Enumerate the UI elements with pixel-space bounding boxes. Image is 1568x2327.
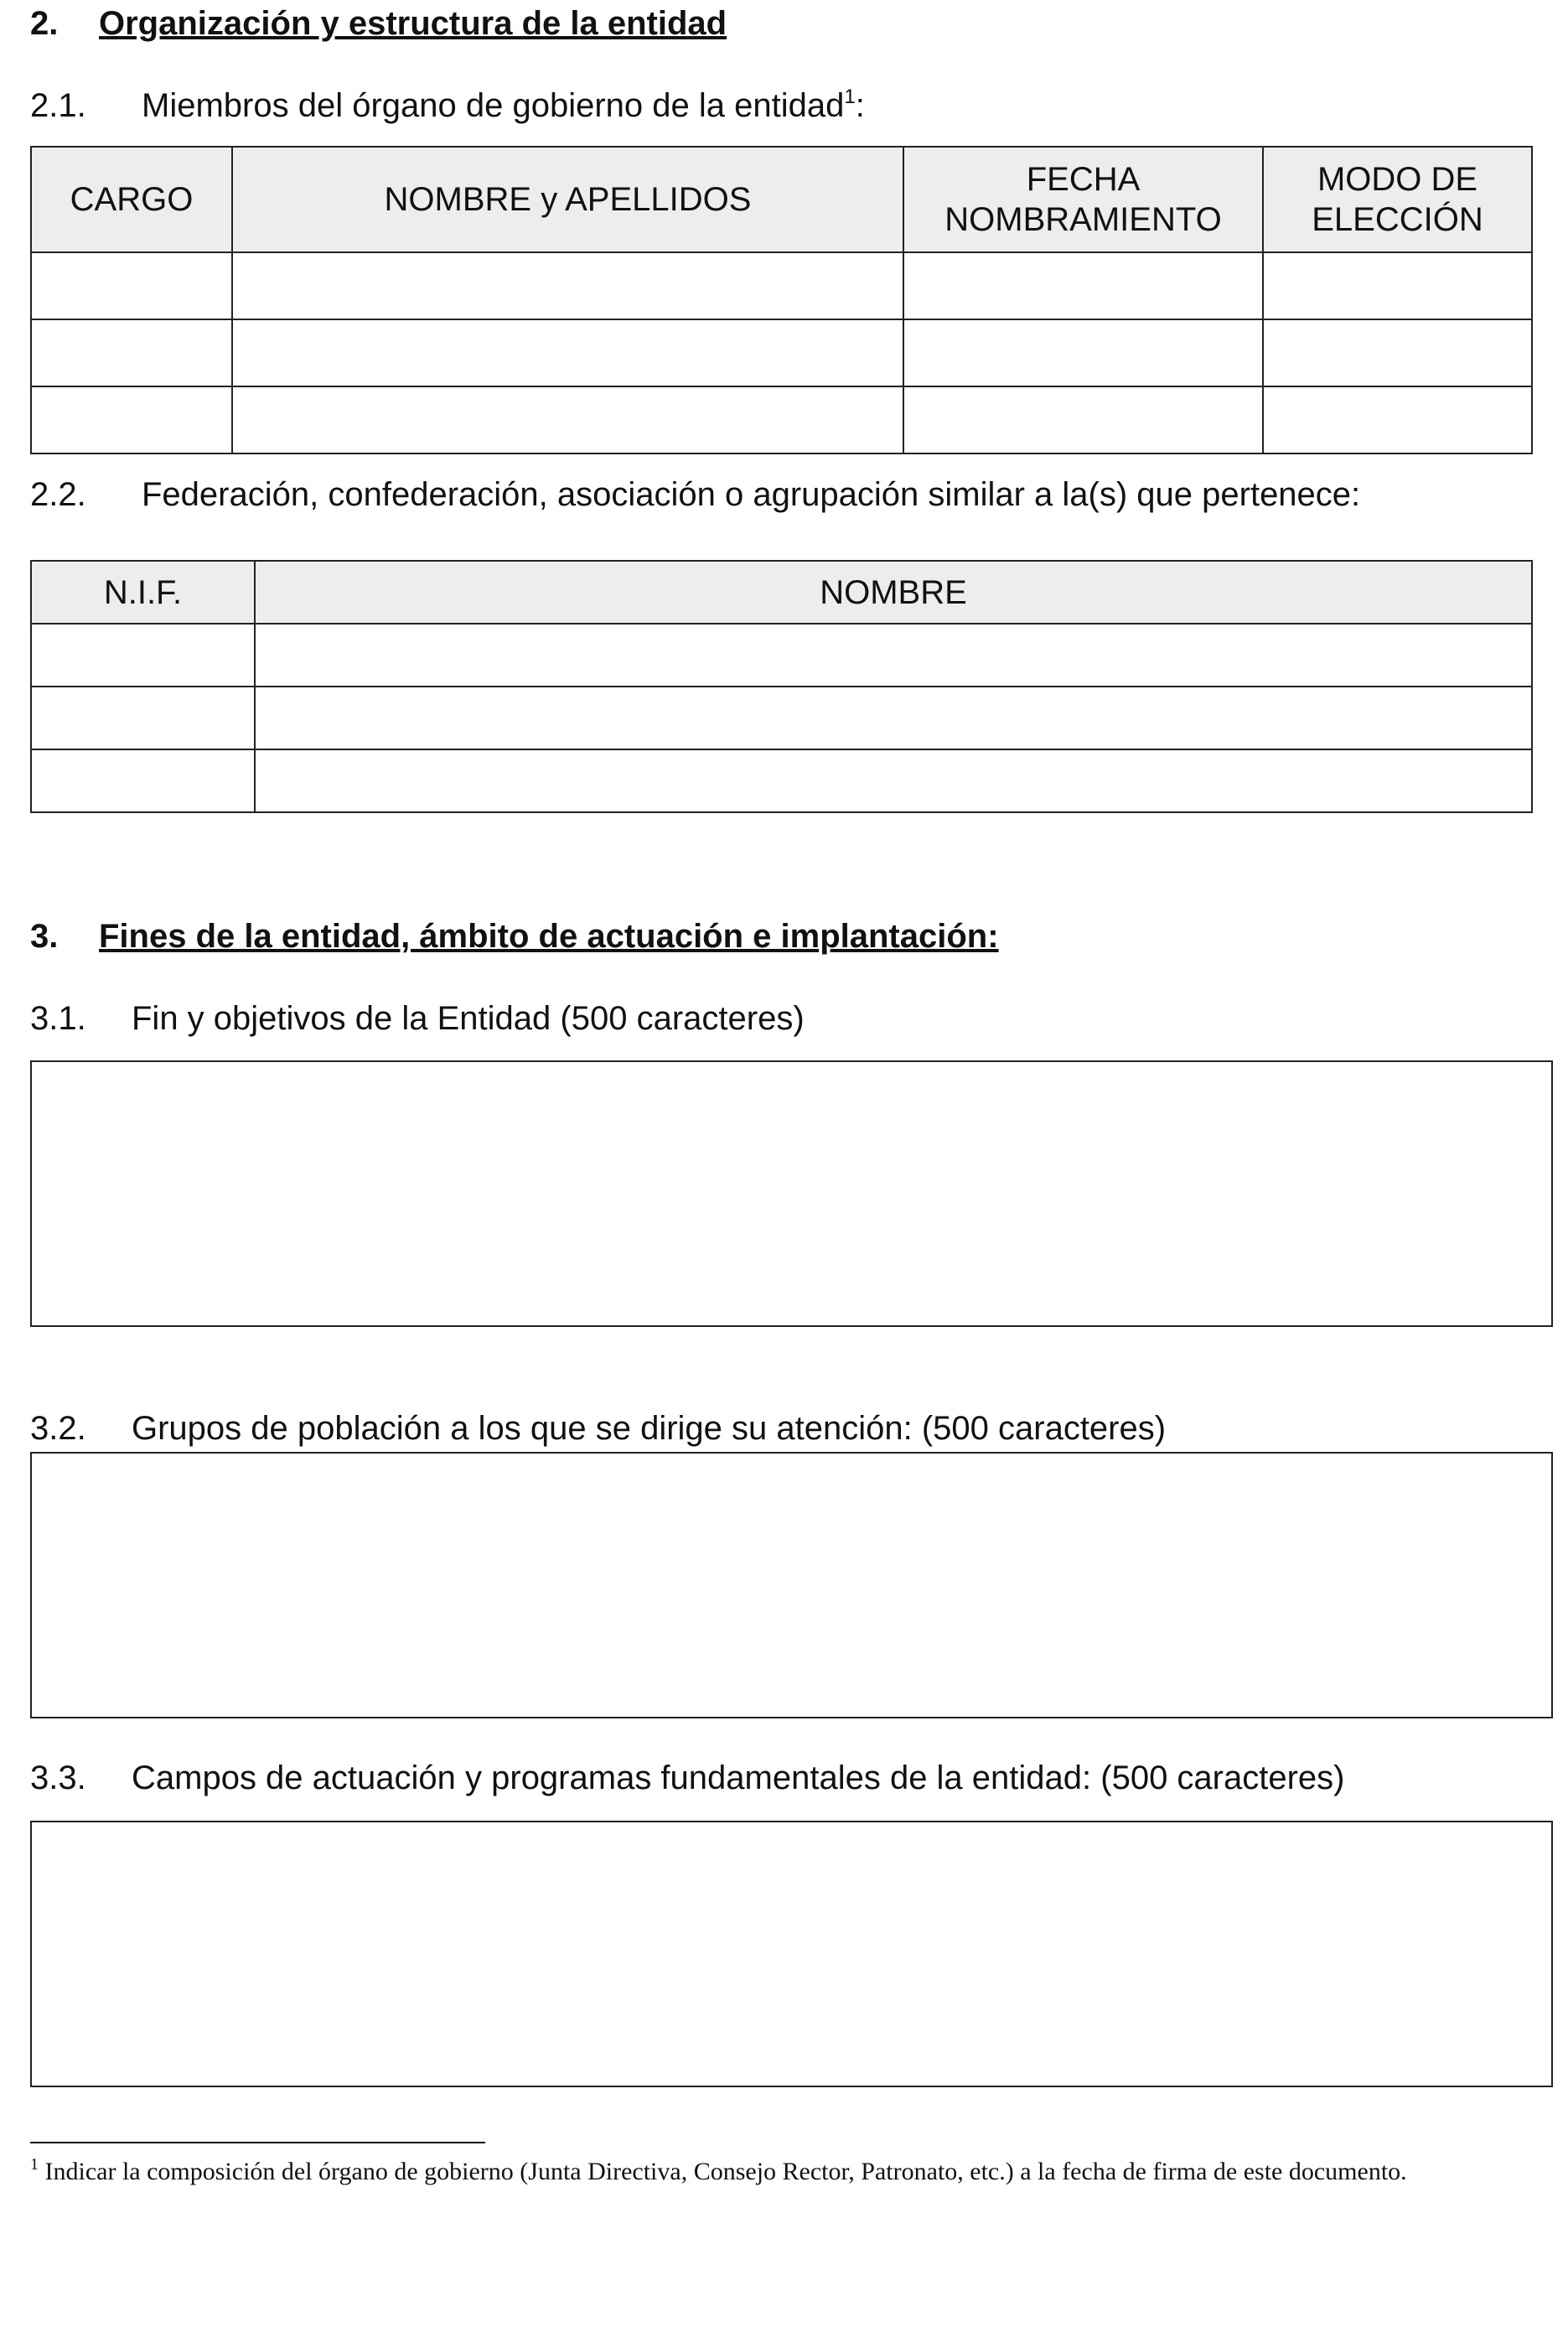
table-row xyxy=(31,386,1532,453)
subsection-3-2-number: 3.2. xyxy=(30,1410,86,1447)
cell-fecha-nombramiento[interactable] xyxy=(903,252,1263,319)
subsection-3-1-text: Fin y objetivos de la Entidad (500 caracteres) xyxy=(132,1000,805,1037)
subsection-2-1-heading xyxy=(30,86,865,126)
footnote-ref[interactable]: 1 xyxy=(844,86,856,108)
governing-body-header-row xyxy=(31,147,1532,252)
section-3-number: 3. xyxy=(30,918,59,955)
col-header-nif: N.I.F. xyxy=(31,561,255,624)
cell-nombre[interactable] xyxy=(255,624,1532,687)
cell-modo-eleccion[interactable] xyxy=(1263,386,1532,453)
governing-body-table xyxy=(30,146,1533,454)
subsection-3-3-heading xyxy=(30,1758,1344,1798)
federation-header-row xyxy=(31,561,1532,624)
cell-cargo[interactable] xyxy=(31,252,232,319)
cell-fecha-nombramiento[interactable] xyxy=(903,319,1263,386)
table-row xyxy=(31,749,1532,812)
section-2-heading xyxy=(30,3,727,44)
footnote-text: Indicar la composición del órgano de gobierno (Junta Directiva, Consejo Rector, Patronato, etc.) a la fecha de firma de este documento. xyxy=(44,2158,1407,2185)
cell-nif[interactable] xyxy=(31,749,255,812)
cell-nif[interactable] xyxy=(31,624,255,687)
cell-nombre-apellidos[interactable] xyxy=(232,252,903,319)
cell-fecha-nombramiento[interactable] xyxy=(903,386,1263,453)
col-header-fecha-line2: NOMBRAMIENTO xyxy=(944,201,1222,238)
cell-nif[interactable] xyxy=(31,687,255,749)
table-row xyxy=(31,252,1532,319)
subsection-3-2-text: Grupos de población a los que se dirige su atención: (500 caracteres) xyxy=(132,1410,1167,1447)
subsection-2-2-heading xyxy=(30,474,1360,515)
population-groups-text-area[interactable] xyxy=(30,1452,1553,1718)
table-row xyxy=(31,687,1532,749)
cell-nombre[interactable] xyxy=(255,749,1532,812)
subsection-3-3-number: 3.3. xyxy=(30,1760,86,1796)
col-header-nombre: NOMBRE xyxy=(255,561,1532,624)
subsection-3-3-text: Campos de actuación y programas fundamentales de la entidad: (500 caracteres) xyxy=(132,1760,1345,1796)
objectives-text-area[interactable] xyxy=(30,1060,1553,1327)
subsection-3-1-number: 3.1. xyxy=(30,1000,86,1037)
subsection-2-1-number: 2.1. xyxy=(30,87,86,124)
col-header-modo-line2: ELECCIÓN xyxy=(1312,201,1483,238)
col-header-modo-eleccion xyxy=(1263,147,1532,252)
section-3-title: Fines de la entidad, ámbito de actuación e implantación: xyxy=(99,918,999,955)
cell-cargo[interactable] xyxy=(31,319,232,386)
section-2-title: Organización y estructura de la entidad xyxy=(99,5,727,42)
col-header-modo-line1: MODO DE xyxy=(1317,161,1478,198)
subsection-3-2-heading xyxy=(30,1408,1166,1449)
cell-nombre-apellidos[interactable] xyxy=(232,319,903,386)
cell-modo-eleccion[interactable] xyxy=(1263,252,1532,319)
footnote xyxy=(30,2157,1407,2187)
footnote-number: 1 xyxy=(30,2155,39,2174)
subsection-2-2-text: Federación, confederación, asociación o agrupación similar a la(s) que pertenece: xyxy=(142,476,1361,513)
programs-text-area[interactable] xyxy=(30,1821,1553,2087)
table-row xyxy=(31,624,1532,687)
footnote-separator xyxy=(30,2142,485,2143)
col-header-fecha-nombramiento xyxy=(903,147,1263,252)
cell-cargo[interactable] xyxy=(31,386,232,453)
col-header-nombre-apellidos: NOMBRE y APELLIDOS xyxy=(232,147,903,252)
col-header-cargo: CARGO xyxy=(31,147,232,252)
cell-nombre-apellidos[interactable] xyxy=(232,386,903,453)
subsection-3-1-heading xyxy=(30,998,805,1039)
cell-modo-eleccion[interactable] xyxy=(1263,319,1532,386)
subsection-2-2-number: 2.2. xyxy=(30,476,86,513)
federation-table xyxy=(30,560,1533,813)
section-2-number: 2. xyxy=(30,5,59,42)
table-row xyxy=(31,319,1532,386)
col-header-fecha-line1: FECHA xyxy=(1026,161,1141,198)
section-3-heading xyxy=(30,916,999,956)
subsection-2-1-text: Miembros del órgano de gobierno de la entidad xyxy=(142,87,845,124)
subsection-2-1-suffix: : xyxy=(855,87,865,124)
cell-nombre[interactable] xyxy=(255,687,1532,749)
